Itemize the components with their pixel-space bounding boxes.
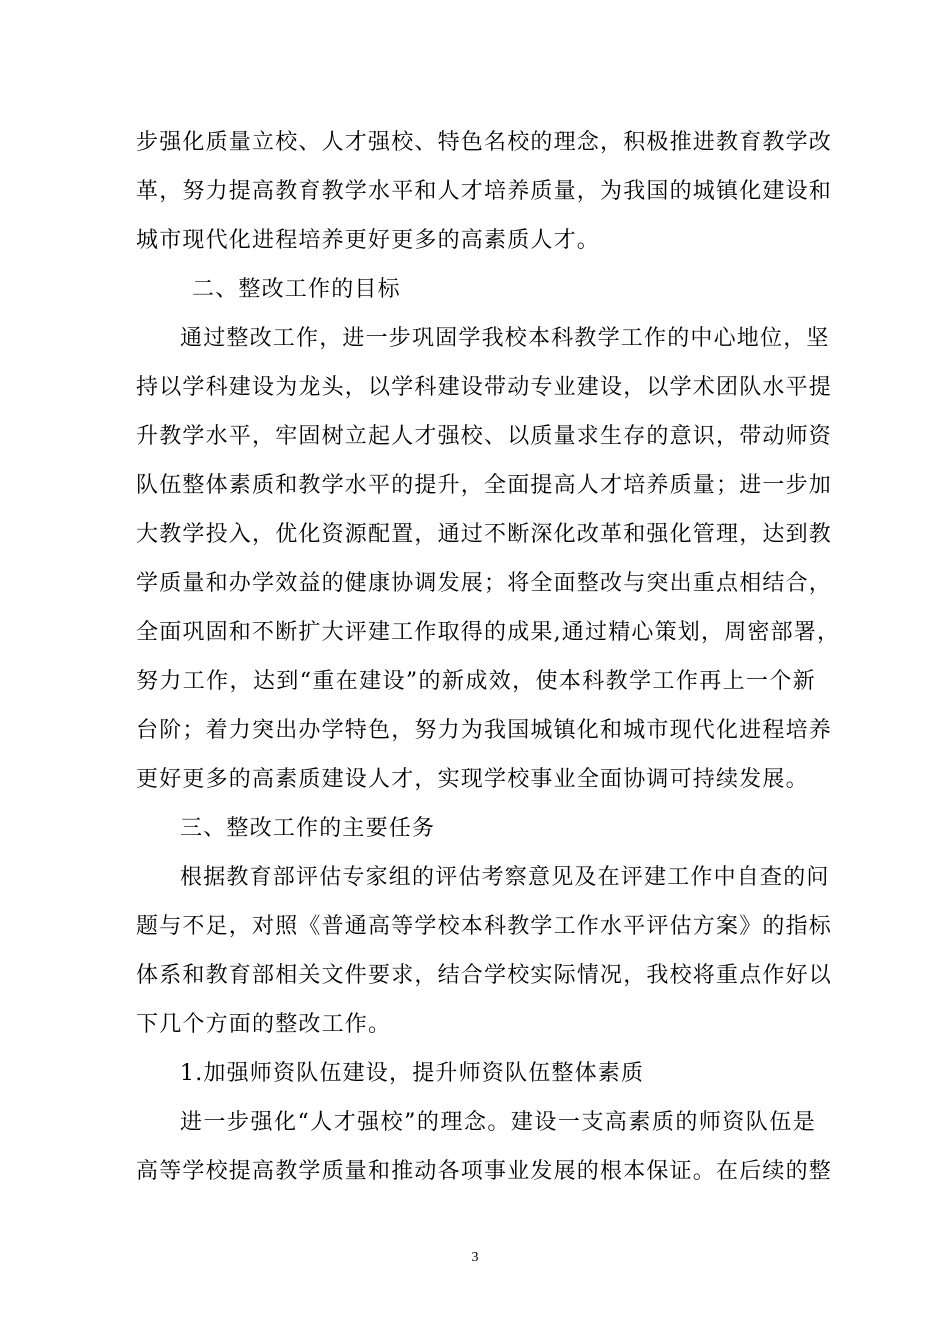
paragraph-line: 题与不足，对照《普通高等学校本科教学工作水平评估方案》的指标 [136, 914, 833, 939]
paragraph-line: 下几个方面的整改工作。 [136, 1012, 392, 1037]
paragraph-line: 台阶；着力突出办学特色，努力为我国城镇化和城市现代化进程培养 [136, 718, 833, 743]
paragraph-line: 升教学水平，牢固树立起人才强校、以质量求生存的意识，带动师资 [136, 424, 833, 449]
paragraph-line: 高等学校提高教学质量和推动各项事业发展的根本保证。在后续的整 [136, 1159, 833, 1184]
subsection-heading-1: 1.加强师资队伍建设，提升师资队伍整体素质 [180, 1061, 645, 1086]
section-heading-3: 三、整改工作的主要任务 [180, 816, 436, 841]
document-body [136, 118, 841, 1196]
section-heading-2: 二、整改工作的目标 [192, 277, 401, 302]
paragraph-line: 大教学投入，优化资源配置，通过不断深化改革和强化管理，达到教 [136, 522, 833, 547]
paragraph-line: 持以学科建设为龙头，以学科建设带动专业建设，以学术团队水平提 [136, 375, 833, 400]
paragraph-line: 体系和教育部相关文件要求，结合学校实际情况，我校将重点作好以 [136, 963, 833, 988]
paragraph-line: 步强化质量立校、人才强校、特色名校的理念，积极推进教育教学改 [136, 130, 833, 155]
paragraph-line: 更好更多的高素质建设人才，实现学校事业全面协调可持续发展。 [136, 767, 809, 792]
paragraph-line: 根据教育部评估专家组的评估考察意见及在评建工作中自查的问 [180, 865, 830, 890]
paragraph-line: 全面巩固和不断扩大评建工作取得的成果,通过精心策划，周密部署， [136, 620, 841, 645]
page-number: 3 [471, 1250, 479, 1265]
paragraph-line: 学质量和办学效益的健康协调发展；将全面整改与突出重点相结合， [136, 571, 833, 596]
paragraph-line: 通过整改工作，进一步巩固学我校本科教学工作的中心地位，坚 [180, 326, 830, 351]
paragraph-line: 队伍整体素质和教学水平的提升，全面提高人才培养质量；进一步加 [136, 473, 833, 498]
paragraph-line: 革，努力提高教育教学水平和人才培养质量，为我国的城镇化建设和 [136, 179, 833, 204]
paragraph-line: 城市现代化进程培养更好更多的高素质人才。 [136, 228, 601, 253]
paragraph-line: 努力工作，达到“重在建设”的新成效，使本科教学工作再上一个新 [136, 669, 816, 694]
paragraph-line: 进一步强化“人才强校”的理念。建设一支高素质的师资队伍是 [180, 1110, 816, 1135]
